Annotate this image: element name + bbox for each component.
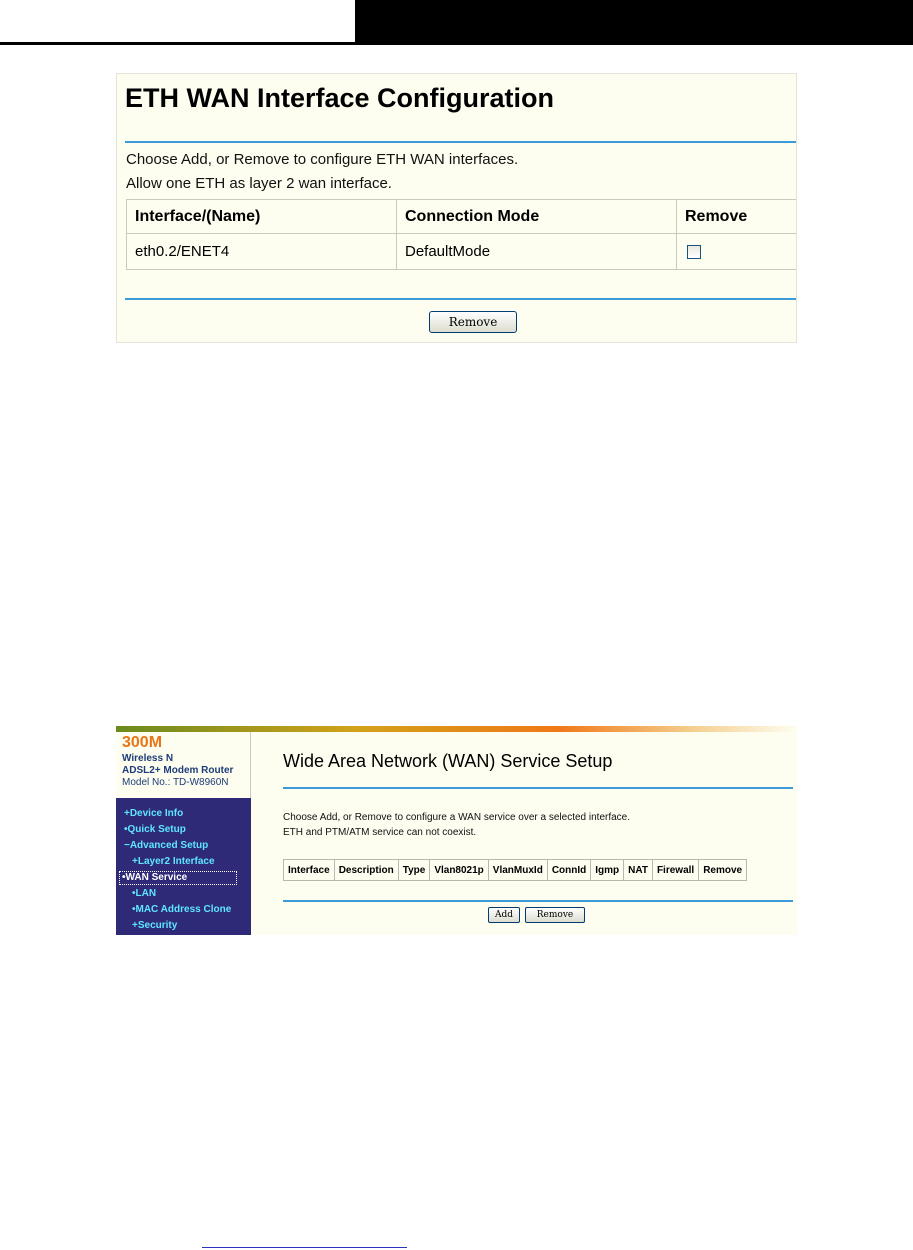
sidebar-item-layer2-interface[interactable]: +Layer2 Interface (132, 856, 215, 867)
cell-connection-mode: DefaultMode (397, 234, 677, 270)
add-button[interactable]: Add (488, 907, 520, 923)
header-vlan8021p: Vlan8021p (430, 860, 488, 881)
header-interface: Interface (284, 860, 335, 881)
cell-interface: eth0.2/ENET4 (127, 234, 397, 270)
model-number: Model No.: TD-W8960N (122, 777, 229, 788)
table-row (127, 234, 798, 270)
brand-logo-block (116, 732, 251, 798)
sidebar-item-device-info[interactable]: +Device Info (124, 808, 184, 819)
brand-line-2: ADSL2+ Modem Router (122, 765, 234, 776)
bottom-link-underline (202, 1247, 407, 1248)
sidebar-item-quick-setup[interactable]: •Quick Setup (124, 824, 186, 835)
header-vlanmuxid: VlanMuxId (488, 860, 547, 881)
header-rule (0, 42, 913, 45)
header-nat: NAT (624, 860, 653, 881)
bottom-divider (125, 298, 797, 300)
header-remove: Remove (699, 860, 747, 881)
header-description: Description (334, 860, 398, 881)
header-connid: ConnId (547, 860, 590, 881)
remove-button[interactable]: Remove (525, 907, 585, 923)
header-remove: Remove (677, 200, 798, 234)
description-line-1: Choose Add, or Remove to configure ETH WAN interfaces. (126, 151, 519, 168)
sidebar-item-wan-service[interactable]: •WAN Service (119, 871, 237, 885)
page-title: Wide Area Network (WAN) Service Setup (283, 751, 613, 771)
wan-service-table (283, 859, 747, 881)
sidebar-item-advanced-setup[interactable]: −Advanced Setup (124, 840, 209, 851)
cell-remove (677, 234, 798, 270)
description-line-2: ETH and PTM/ATM service can not coexist. (283, 827, 477, 838)
header-black-bar (355, 0, 913, 42)
remove-button[interactable]: Remove (429, 311, 517, 333)
header-interface: Interface/(Name) (127, 200, 397, 234)
router-wan-service-panel (116, 726, 797, 935)
table-header-row (127, 200, 798, 234)
header-igmp: Igmp (591, 860, 624, 881)
sidebar-item-security[interactable]: +Security (132, 920, 178, 931)
remove-checkbox[interactable] (687, 245, 701, 259)
header-type: Type (398, 860, 430, 881)
table-header-row (284, 860, 747, 881)
description-line-1: Choose Add, or Remove to configure a WAN service over a selected interface. (283, 812, 631, 823)
brand-speed: 300M (122, 734, 163, 751)
sidebar-item-lan[interactable]: •LAN (132, 888, 157, 899)
header-connection-mode: Connection Mode (397, 200, 677, 234)
eth-wan-config-panel (116, 73, 797, 343)
description-line-2: Allow one ETH as layer 2 wan interface. (126, 175, 392, 192)
sidebar-nav (116, 798, 251, 935)
header-firewall: Firewall (652, 860, 698, 881)
eth-wan-table (126, 199, 797, 270)
brand-line-1: Wireless N (122, 753, 174, 764)
bottom-divider (283, 900, 793, 902)
title-divider (283, 787, 793, 789)
title-divider (125, 141, 797, 143)
page-title: ETH WAN Interface Configuration (125, 83, 555, 113)
sidebar-item-mac-address-clone[interactable]: •MAC Address Clone (132, 904, 232, 915)
